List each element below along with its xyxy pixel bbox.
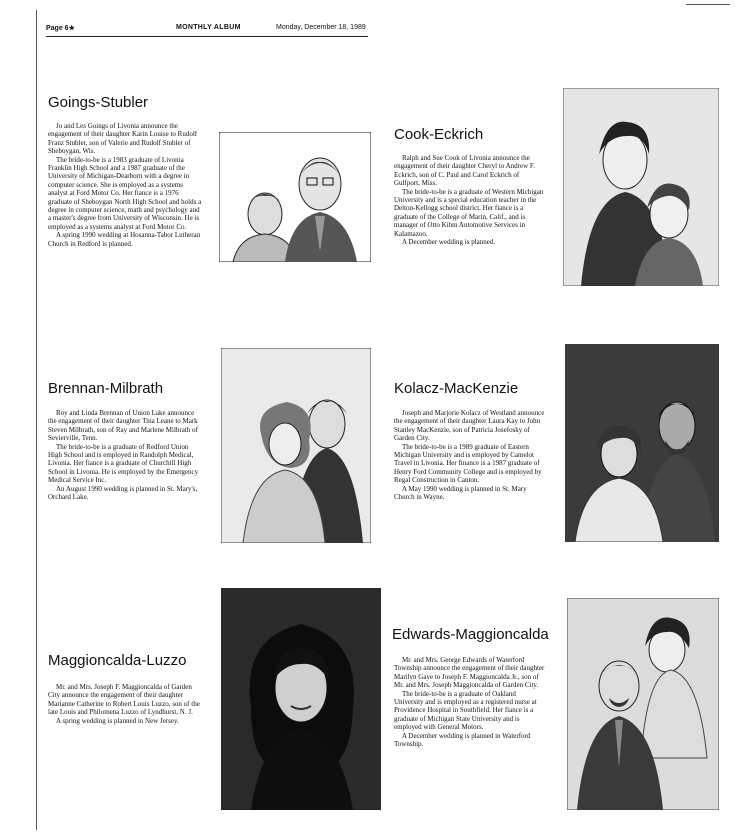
issue-date: Monday, December 18, 1989 <box>276 24 366 31</box>
photo-brennan-milbrath <box>221 348 371 543</box>
headline-brennan-milbrath: Brennan-Milbrath <box>48 380 164 397</box>
article-paragraph: The bride-to-be is a graduate of Western Michigan University and is a special education teacher in the Delton-Kellogg school district. Her fiance is a graduate of the College of Marin, Calif., and is manager of Otto Kihm Automotive Services in Kalamazoo. <box>394 187 544 238</box>
article-paragraph: An August 1990 wedding is planned in St. Mary's, Orchard Lake. <box>48 484 198 502</box>
section-title: MONTHLY ALBUM <box>176 24 241 31</box>
photo-kolacz-mackenzie <box>565 344 719 542</box>
article-paragraph: A December wedding is planned in Waterford Township. <box>394 731 531 749</box>
margin-rule <box>36 10 37 830</box>
headline-goings-stubler: Goings-Stubler <box>48 94 149 111</box>
headline-kolacz-mackenzie: Kolacz-MacKenzie <box>394 380 519 397</box>
page-number: Page 6★ <box>46 25 75 32</box>
article-brennan-milbrath <box>48 409 204 501</box>
article-goings-stubler <box>48 122 204 248</box>
article-paragraph: A May 1990 wedding is planned in St. Mary Church in Wayne. <box>394 484 527 502</box>
article-paragraph: Ralph and Sue Cook of Livonia announce the engagement of their daughter Cheryl to Andrew F. Eckrich, son of C. Paul and Carol Eckrich of Gulfport, Miss. <box>394 154 535 188</box>
article-paragraph: Mr. and Mrs. Joseph F. Maggioncalda of Garden City announce the engagement of their daughter Marianne Catherine to Robert Louis Luzzo, son of the late Louis and Philomena Luzzo of Lyndhurst, N. J. <box>48 683 200 717</box>
article-edwards-maggioncalda <box>394 656 546 748</box>
photo-cook-eckrich <box>563 88 719 286</box>
article-paragraph: The bride-to-be is a 1983 graduate of Livonia Franklin High School and a 1987 graduate of the University of Michigan-Dearborn with a degree in computer science. She is employed as a systems analyst at Ford Motor Co. Her fiance is a 1976 graduate of Sheboygan North High School and holds a degree in computer science, math and psychology and a master's degree from University of Wisconsin. He is employed as a systems analyst at Ford Motor Co. <box>48 155 202 231</box>
corner-rule <box>686 4 730 5</box>
photo-maggioncalda-luzzo <box>221 588 381 810</box>
photo-goings-stubler <box>219 132 371 262</box>
article-paragraph: Mr. and Mrs. George Edwards of Waterford Township announce the engagement of their daughter Marilyn Gaye to Joseph F. Maggioncalda Jr., son of Mr. and Mrs. Joseph Maggioncalda of Garden City. <box>394 656 545 690</box>
article-maggioncalda-luzzo <box>48 683 204 725</box>
article-paragraph: Joseph and Marjorie Kolacz of Westland announce the engagement of their daughter Laura Kay to John Stanley MacKenzie, son of Patricia Josefosky of Garden City. <box>394 409 545 443</box>
article-paragraph: A spring 1990 wedding at Hosanna-Tabor Lutheran Church in Redford is planned. <box>48 231 201 248</box>
article-paragraph: The bride-to-be is a graduate of Oakland University and is employed as a registered nurse at Providence Hospital in Southfield. Her fiance is a graduate of Michigan State University and is employed with General Motors. <box>394 689 537 732</box>
article-paragraph: A December wedding is planned. <box>402 238 496 247</box>
article-kolacz-mackenzie <box>394 409 546 501</box>
article-paragraph: Roy and Linda Brennan of Union Lake announce the engagement of their daughter Tina Leane to Mark Steven Milbrath, son of Ray and Marlene Milbrath of Sevierville, Tenn. <box>48 409 198 443</box>
photo-edwards-maggioncalda <box>567 598 719 810</box>
article-paragraph: A spring wedding is planned in New Jersey. <box>56 716 179 725</box>
article-paragraph: The bride-to-be is a 1989 graduate of Eastern Michigan University and is employed by Camelot Travel in Livonia. Her finance is a 1987 graduate of Henry Ford Community College and is employed by Regal Construction in Canton. <box>394 442 542 485</box>
article-paragraph: Jo and Les Goings of Livonia announce the engagement of their daughter Karin Louise to Rudolf Franz Stubler, son of Valerie and Rudolf Stubler of Sheboygan, Wis. <box>48 122 198 156</box>
headline-cook-eckrich: Cook-Eckrich <box>394 126 484 143</box>
article-paragraph: The bride-to-be is a graduate of Redford Union High School and is employed in Randolph Medical, Livonia. Her fiance is a graduate of Churchill High School in Livonia. He is employed by the Emergency Medical Service Inc. <box>48 442 199 485</box>
headline-maggioncalda-luzzo: Maggioncalda-Luzzo <box>48 652 187 669</box>
headline-edwards-maggioncalda: Edwards-Maggioncalda <box>392 626 549 643</box>
masthead <box>46 20 368 37</box>
article-cook-eckrich <box>394 154 546 246</box>
